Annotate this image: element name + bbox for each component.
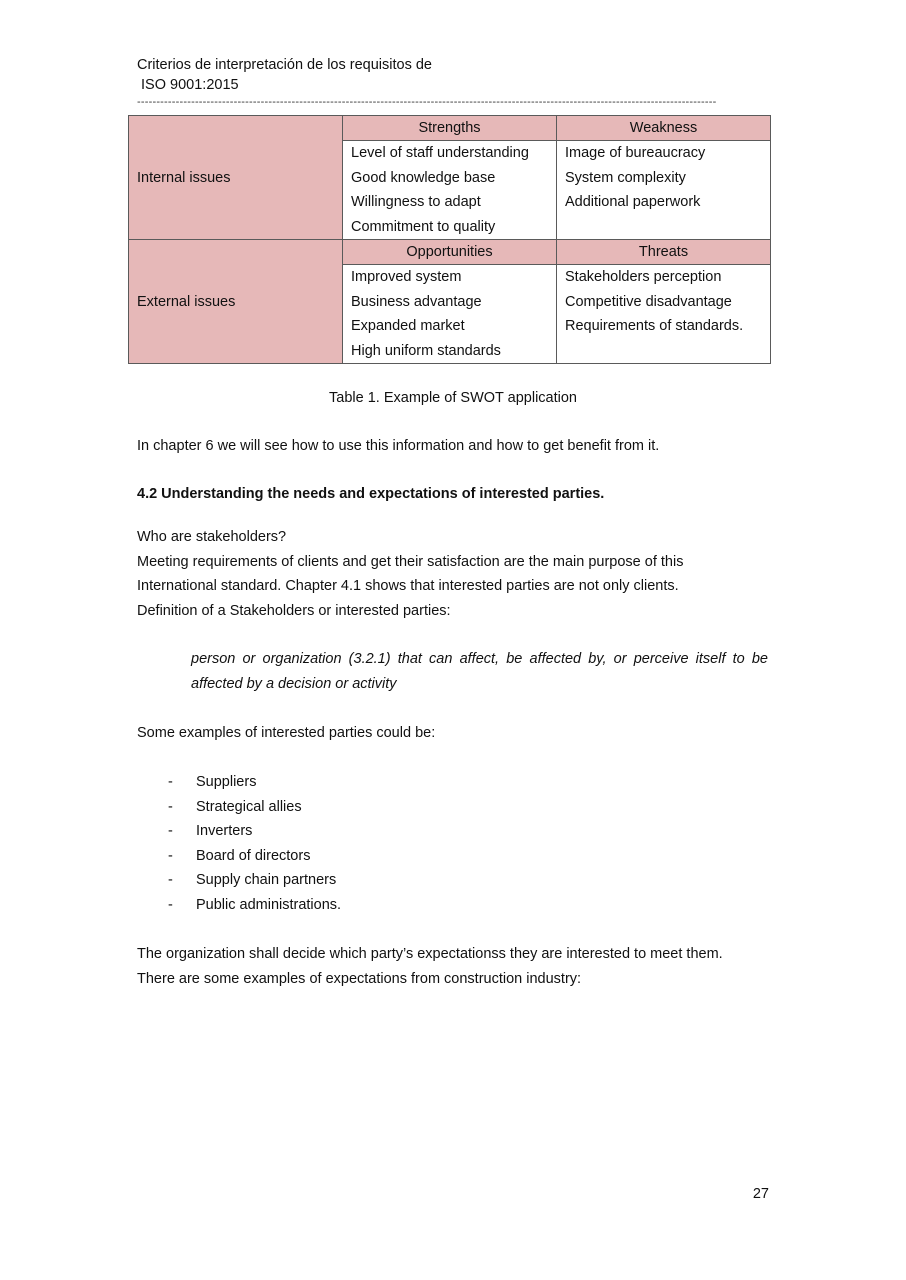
list-item-text: Suppliers bbox=[196, 774, 257, 790]
opportunity-item: Improved system bbox=[351, 269, 462, 285]
opportunity-item: High uniform standards bbox=[351, 342, 501, 359]
threats-cell bbox=[557, 265, 771, 364]
list-item-text: Strategical allies bbox=[196, 798, 302, 815]
external-issues-label: External issues bbox=[129, 240, 343, 364]
list-item bbox=[168, 893, 341, 918]
list-item bbox=[168, 868, 341, 893]
section-heading: 4.2 Understanding the needs and expectations of interested parties. bbox=[137, 486, 605, 502]
weakness-cell bbox=[557, 141, 771, 240]
threats-header: Threats bbox=[557, 240, 771, 265]
bullet-marker: - bbox=[168, 823, 173, 839]
header-rule: ------------------------------------------------------------------------------------------------------------------------------------------------------ bbox=[137, 96, 717, 108]
opportunities-cell bbox=[343, 265, 557, 364]
list-item bbox=[168, 795, 341, 820]
strengths-cell bbox=[343, 141, 557, 240]
strength-item: Level of staff understanding bbox=[351, 145, 529, 161]
weakness-item: Additional paperwork bbox=[565, 194, 701, 210]
running-header-title: Criterios de interpretación de los requisitos de bbox=[137, 57, 432, 73]
opportunity-item: Expanded market bbox=[351, 318, 465, 334]
examples-list bbox=[168, 770, 341, 917]
stakeholder-definition-quote: person or organization (3.2.1) that can affect, be affected by, or perceive itself to be affected by a decision or activity bbox=[191, 651, 768, 692]
strength-item: Commitment to quality bbox=[351, 218, 496, 235]
examples-intro: Some examples of interested parties could be: bbox=[137, 725, 436, 741]
internal-issues-label: Internal issues bbox=[129, 116, 343, 240]
bullet-marker: - bbox=[168, 896, 173, 913]
list-item bbox=[168, 844, 341, 869]
closing-line: The organization shall decide which party’s expectationss they are interested to meet them. bbox=[137, 946, 723, 962]
intro-paragraph bbox=[137, 525, 769, 623]
table-caption: Table 1. Example of SWOT application bbox=[329, 390, 577, 406]
list-item-text: Public administrations. bbox=[196, 896, 342, 913]
list-item-text: Supply chain partners bbox=[196, 872, 337, 888]
list-item bbox=[168, 770, 341, 795]
running-header-standard: ISO 9001:2015 bbox=[137, 77, 239, 93]
list-item bbox=[168, 819, 341, 844]
chapter-6-paragraph: In chapter 6 we will see how to use this information and how to get benefit from it. bbox=[137, 438, 660, 454]
opportunity-item: Business advantage bbox=[351, 293, 482, 310]
opportunities-header: Opportunities bbox=[343, 240, 557, 265]
threat-item: Requirements of standards. bbox=[565, 318, 744, 334]
strength-item: Willingness to adapt bbox=[351, 194, 481, 210]
closing-line: There are some examples of expectations from construction industry: bbox=[137, 970, 582, 987]
threat-item: Stakeholders perception bbox=[565, 269, 722, 285]
intro-line: Meeting requirements of clients and get their satisfaction are the main purpose of this bbox=[137, 553, 684, 570]
swot-table bbox=[128, 115, 771, 364]
intro-line: Definition of a Stakeholders or interested parties: bbox=[137, 602, 451, 619]
weakness-item: System complexity bbox=[565, 169, 686, 186]
threat-item: Competitive disadvantage bbox=[565, 293, 732, 310]
strength-item: Good knowledge base bbox=[351, 169, 496, 186]
list-item-text: Inverters bbox=[196, 823, 253, 839]
bullet-marker: - bbox=[168, 774, 173, 790]
bullet-marker: - bbox=[168, 847, 173, 864]
bullet-marker: - bbox=[168, 798, 173, 815]
weakness-item: Image of bureaucracy bbox=[565, 145, 706, 161]
intro-line: International standard. Chapter 4.1 shows that interested parties are not only clients. bbox=[137, 578, 679, 594]
bullet-marker: - bbox=[168, 872, 173, 888]
closing-paragraph bbox=[137, 942, 769, 991]
page-number: 27 bbox=[752, 1186, 769, 1202]
weakness-header: Weakness bbox=[557, 116, 771, 141]
intro-line: Who are stakeholders? bbox=[137, 529, 287, 545]
strengths-header: Strengths bbox=[343, 116, 557, 141]
list-item-text: Board of directors bbox=[196, 847, 311, 864]
